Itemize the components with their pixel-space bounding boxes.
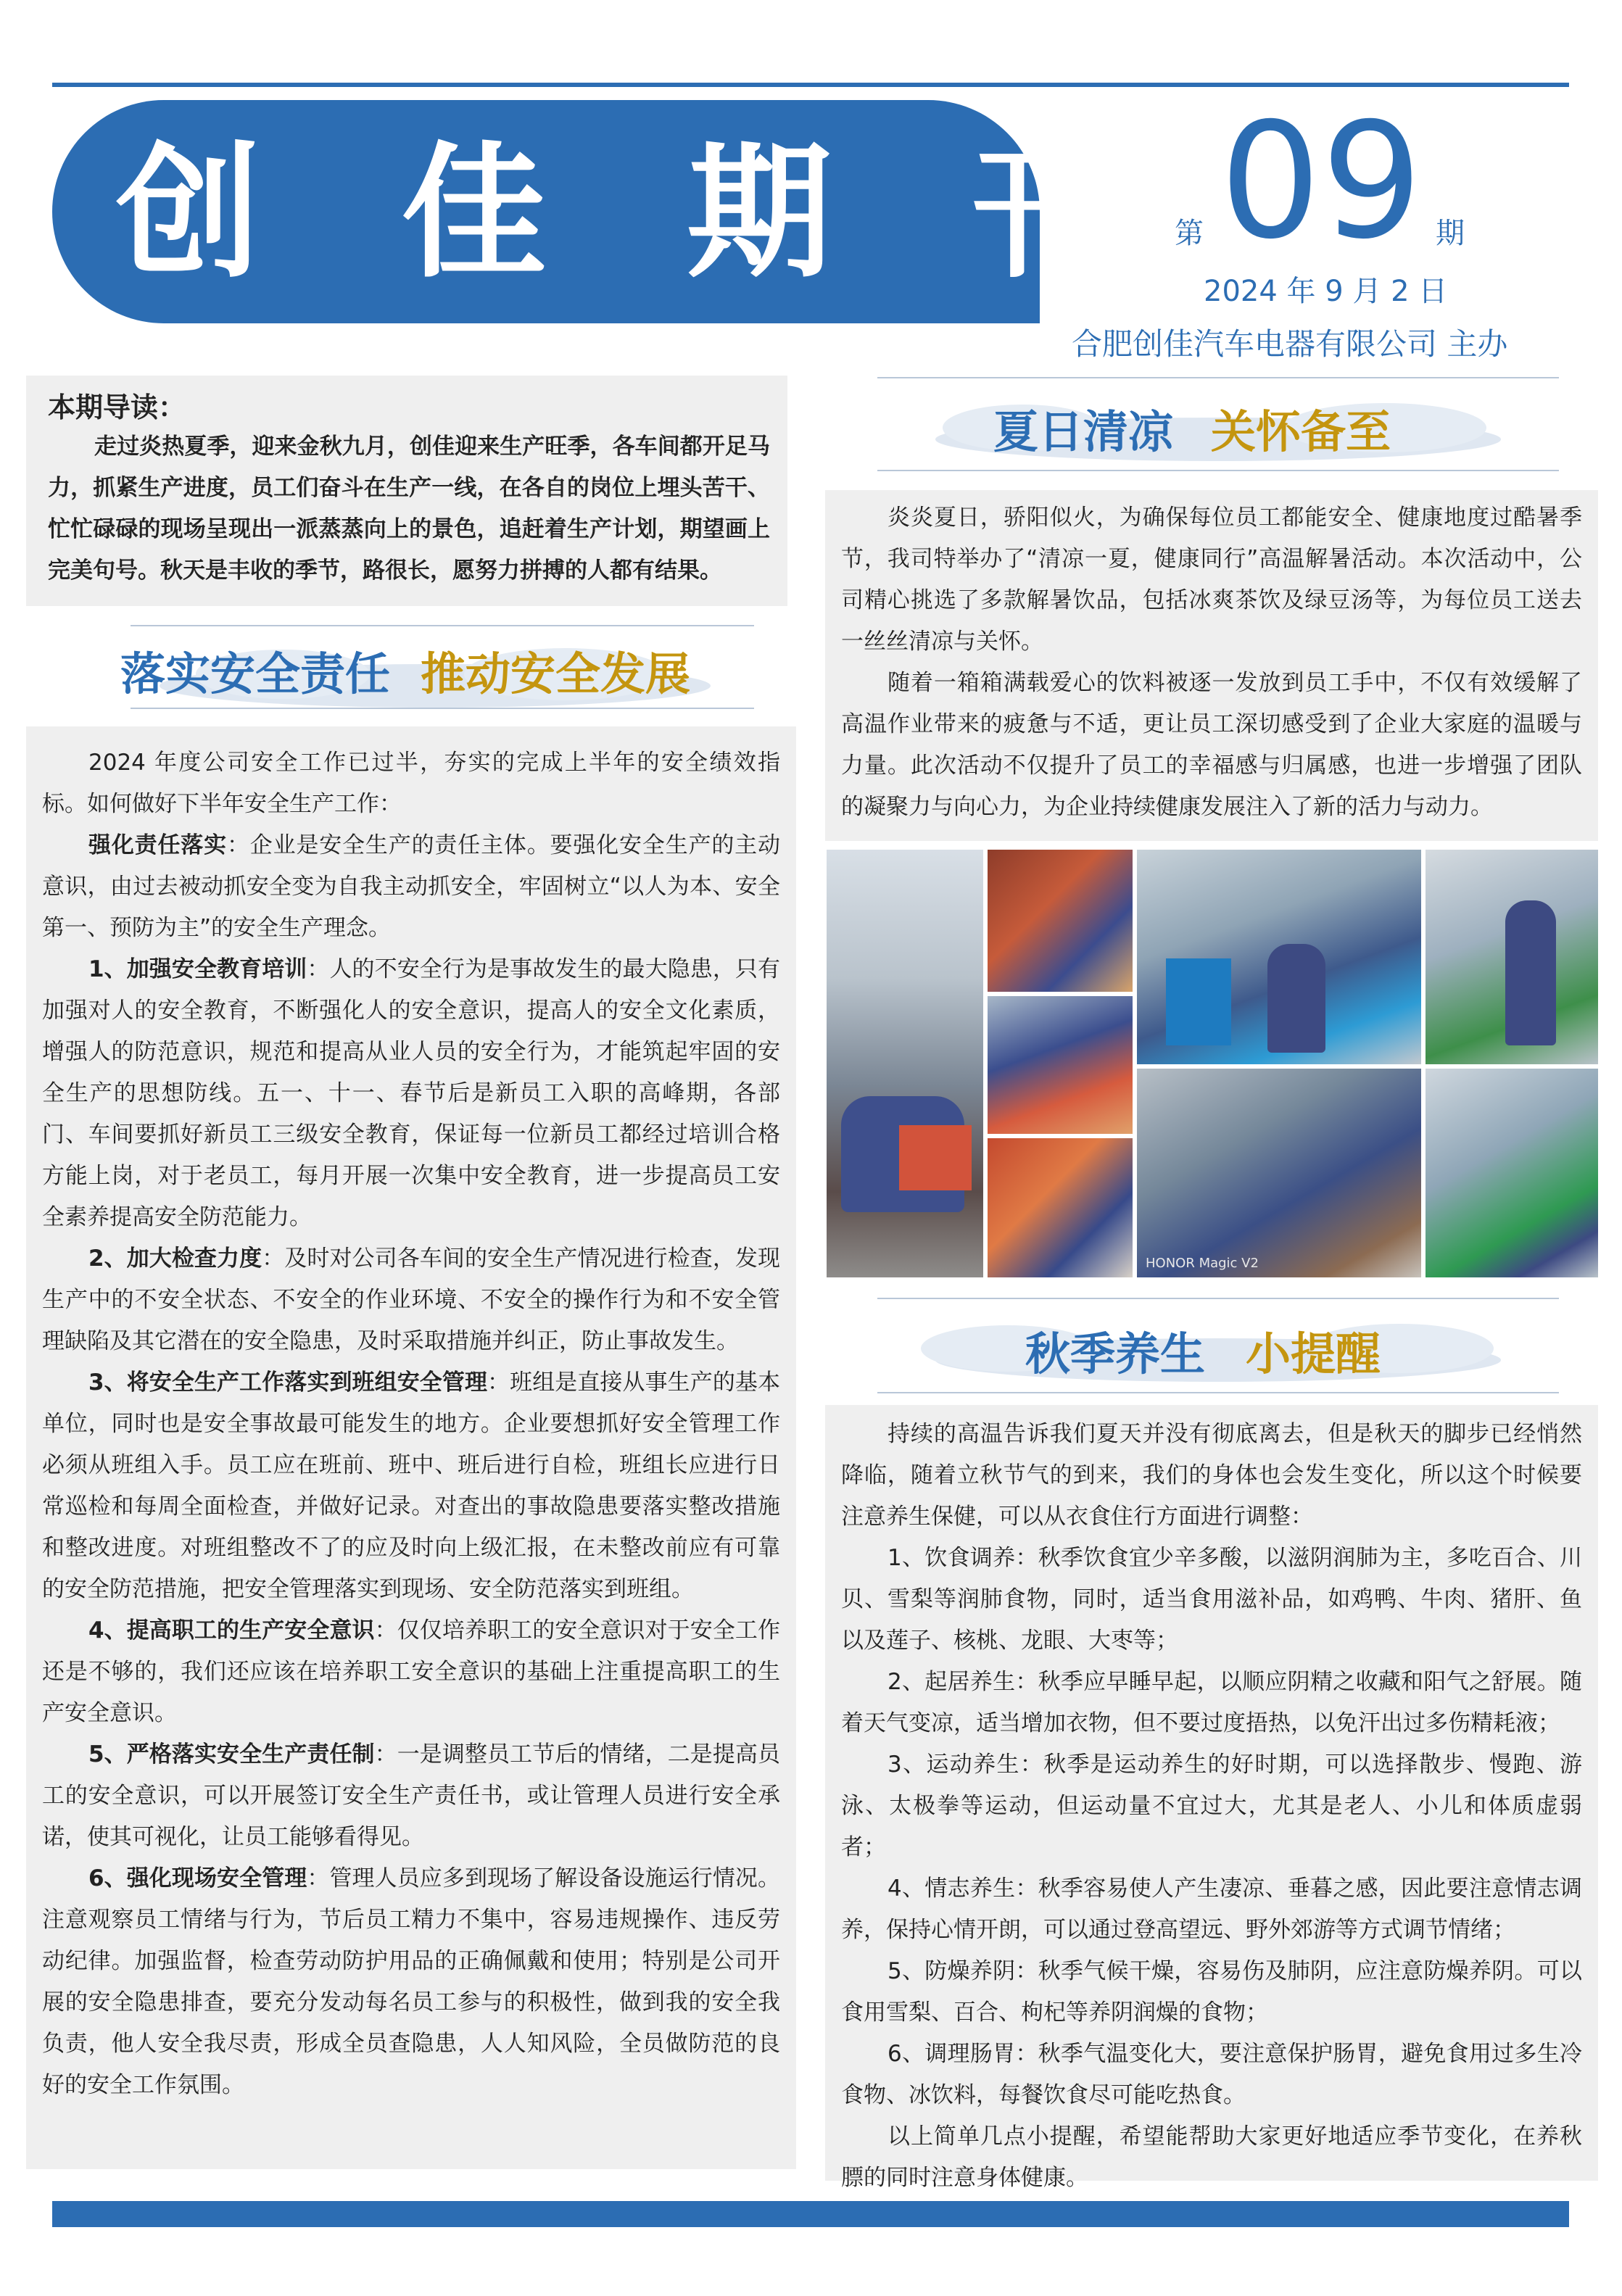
photo-drinks-boxes [988, 996, 1133, 1134]
photo-entrance-crowd [827, 850, 983, 1277]
photo-caption: HONOR Magic V2 [1146, 1256, 1259, 1271]
photo-workshop-1 [1137, 850, 1421, 1064]
header-rule-bottom [877, 1392, 1559, 1393]
sponsor-line: 合肥创佳汽车电器有限公司 主办 [1072, 326, 1508, 362]
safety-paragraph: 3、将安全生产工作落实到班组安全管理：班组是直接从事生产的基本单位，同时也是安全事故最可能发生的地方。企业要想抓好安全管理工作必须从班组入手。员工应在班前、班中、班后进行自检，班组长应进行日常巡检和每周全面检查，并做好记录。对查出的事故隐患要落实整改措施和整改进度。对班组整改不了的应及时向上级汇报，在未整改前应有可靠的安全防范措施，把安全管理落实到现场、安全防范落实到班组。 [42, 1369, 780, 1602]
safety-paragraph: 4、提高职工的生产安全意识：仅仅培养职工的安全意识对于安全工作还是不够的，我们还应该在培养职工安全意识的基础上注重提高职工的生产安全意识。 [42, 1617, 780, 1726]
photo-workshop-3 [1137, 1069, 1421, 1277]
summer-section-header [877, 377, 1559, 464]
safety-title-part1: 落实安全责任 [120, 647, 391, 700]
summer-title-part2: 关怀备至 [1211, 405, 1391, 458]
autumn-paragraph: 2、起居养生：秋季应早睡早起，以顺应阴精之收藏和阳气之舒展。随着天气变凉，适当增加衣物，但不要过度捂热，以免汗出过多伤精耗液； [841, 1669, 1582, 1736]
safety-section-header [102, 625, 769, 712]
cloud-decoration-icon [877, 1314, 1559, 1386]
photo-workshop-2 [1426, 850, 1598, 1064]
header-rule-bottom [131, 708, 754, 709]
summer-paragraph: 随着一箱箱满载爱心的饮料被逐一发放到员工手中，不仅有效缓解了高温作业带来的疲惫与不适，更让员工深切感受到了企业大家庭的温暖与力量。此次活动不仅提升了员工的幸福感与归属感，也进一步增强了团队的凝聚力与向心力，为企业持续健康发展注入了新的活力与动力。 [841, 670, 1582, 820]
autumn-title-part1: 秋季养生 [1025, 1327, 1206, 1380]
autumn-title-part2: 小提醒 [1246, 1327, 1381, 1380]
autumn-paragraph: 4、情志养生：秋季容易使人产生凄凉、垂暮之感，因此要注意情志调养，保持心情开朗，可以通过登高望远、野外郊游等方式调节情绪； [841, 1876, 1582, 1943]
issue-suffix: 期 [1436, 217, 1465, 250]
issue-prefix: 第 [1175, 217, 1204, 250]
header-rule-top [131, 625, 754, 626]
autumn-article [825, 1405, 1598, 2191]
autumn-paragraph: 5、防燥养阴：秋季气候干燥，容易伤及肺阴，应注意防燥养阴。可以食用雪梨、百合、枸杞等养阴润燥的食物； [841, 1958, 1582, 2026]
photo-collage [827, 850, 1598, 1277]
issue-number: 09 [1220, 88, 1423, 274]
safety-article [26, 726, 796, 2169]
autumn-section-header [877, 1298, 1559, 1385]
summer-article [825, 490, 1598, 841]
photo-drink-handout [988, 850, 1133, 992]
autumn-paragraph: 3、运动养生：秋季是运动养生的好时期，可以选择散步、慢跑、游泳、太极拳等运动，但运动量不宜过大，尤其是老人、小儿和体质虚弱者； [841, 1752, 1582, 1860]
safety-paragraph: 5、严格落实安全生产责任制：一是调整员工节后的情绪，二是提高员工的安全意识，可以开展签订安全生产责任书，或让管理人员进行安全承诺，使其可视化，让员工能够看得见。 [42, 1741, 780, 1850]
top-rule [52, 83, 1569, 87]
photo-staff-boxes [988, 1138, 1133, 1277]
summer-title-part1: 夏日清凉 [993, 405, 1174, 458]
photo-workshop-4 [1426, 1069, 1598, 1277]
issue-date: 2024 年 9 月 2 日 [1204, 275, 1448, 308]
autumn-paragraph: 6、调理肠胃：秋季气温变化大，要注意保护肠胃，避免食用过多生冷食物、冰饮料，每餐饮食尽可能吃热食。 [841, 2041, 1582, 2108]
header-rule-top [877, 377, 1559, 378]
safety-paragraph: 2、加大检查力度：及时对公司各车间的安全生产情况进行检查，发现生产中的不安全状态、不安全的作业环境、不安全的操作行为和不安全管理缺陷及其它潜在的安全隐患，及时采取措施并纠正，防止事故发生。 [42, 1246, 780, 1354]
intro-panel [26, 376, 787, 606]
bottom-rule [52, 2201, 1569, 2227]
summer-paragraph: 炎炎夏日，骄阳似火，为确保每位员工都能安全、健康地度过酷暑季节，我司特举办了“清凉一夏，健康同行”高温解暑活动。本次活动中，公司精心挑选了多款解暑饮品，包括冰爽茶饮及绿豆汤等，为每位员工送去一丝丝清凉与关怀。 [841, 505, 1582, 655]
header-rule-top [877, 1298, 1559, 1299]
autumn-paragraph: 以上简单几点小提醒，希望能帮助大家更好地适应季节变化，在养秋膘的同时注意身体健康。 [841, 2123, 1582, 2191]
safety-title-part2: 推动安全发展 [421, 647, 691, 700]
masthead-title: 创 佳 期 刊 [116, 129, 1162, 298]
intro-text: 走过炎热夏季，迎来金秋九月，创佳迎来生产旺季，各车间都开足马力，抓紧生产进度，员工们奋斗在生产一线，在各自的岗位上埋头苦干、忙忙碌碌的现场呈现出一派蒸蒸向上的景色，追赶着生产计划，期望画上完美句号。秋天是丰收的季节，路很长，愿努力拼搏的人都有结果。 [48, 434, 770, 584]
autumn-paragraph: 1、饮食调养：秋季饮食宜少辛多酸，以滋阴润肺为主，多吃百合、川贝、雪梨等润肺食物，同时，适当食用滋补品，如鸡鸭、牛肉、猪肝、鱼以及莲子、核桃、龙眼、大枣等； [841, 1545, 1582, 1654]
autumn-paragraph: 持续的高温告诉我们夏天并没有彻底离去，但是秋天的脚步已经悄然降临，随着立秋节气的到来，我们的身体也会发生变化，所以这个时候要注意养生保健，可以从衣食住行方面进行调整： [841, 1421, 1582, 1530]
safety-paragraph: 6、强化现场安全管理：管理人员应多到现场了解设备设施运行情况。注意观察员工情绪与行为，节后员工精力不集中，容易违规操作、违反劳动纪律。加强监督，检查劳动防护用品的正确佩戴和使用；特别是公司开展的安全隐患排查，要充分发动每名员工参与的积极性，做到我的安全我负责，他人安全我尽责，形成全员查隐患，人人知风险，全员做防范的良好的安全工作氛围。 [42, 1865, 781, 2098]
header-rule-bottom [877, 470, 1559, 471]
safety-paragraph: 2024 年度公司安全工作已过半，夯实的完成上半年的安全绩效指标。如何做好下半年安全生产工作： [42, 750, 780, 817]
safety-paragraph: 1、加强安全教育培训：人的不安全行为是事故发生的最大隐患，只有加强对人的安全教育，不断强化人的安全意识，提高人的安全文化素质，增强人的防范意识，规范和提高从业人员的安全行为，才能筑起牢固的安全生产的思想防线。五一、十一、春节后是新员工入职的高峰期，各部门、车间要抓好新员工三级安全教育，保证每一位新员工都经过培训合格方能上岗，对于老员工，每月开展一次集中安全教育，进一步提高员工安全素养提高安全防范能力。 [42, 956, 781, 1230]
safety-paragraph: 强化责任落实：企业是安全生产的责任主体。要强化安全生产的主动意识，由过去被动抓安全变为自我主动抓安全，牢固树立“以人为本、安全第一、预防为主”的安全生产理念。 [42, 832, 781, 941]
issue-block [1160, 88, 1486, 274]
intro-heading: 本期导读： [48, 391, 186, 423]
